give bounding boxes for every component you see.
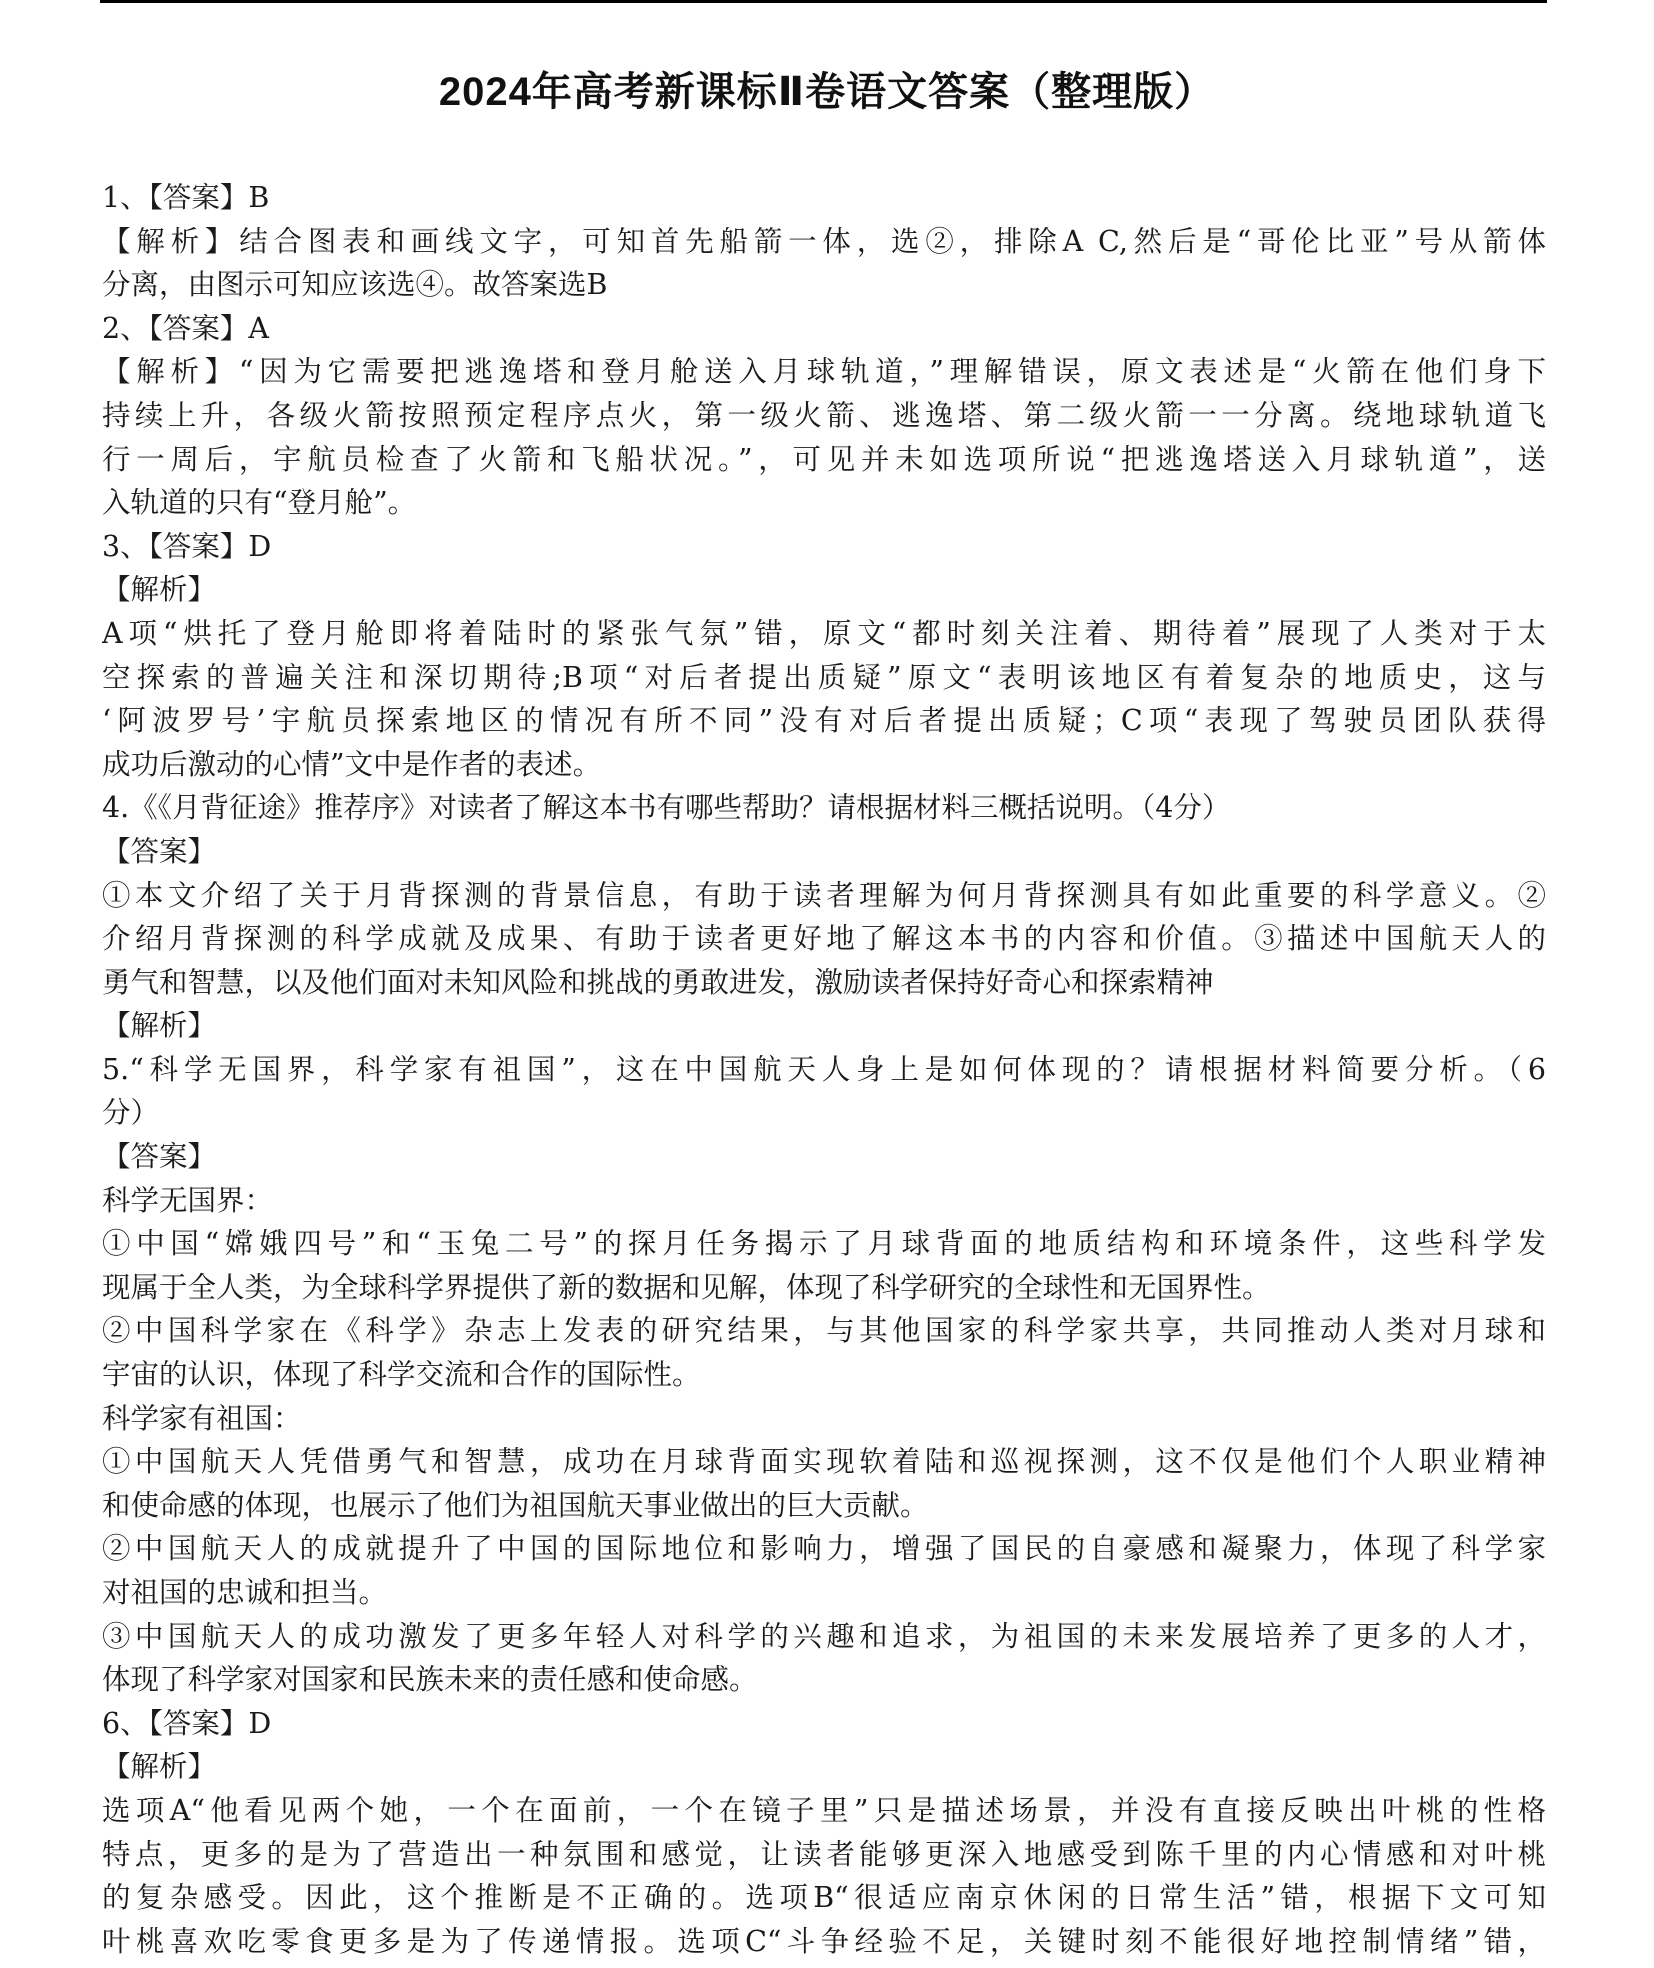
text-line: 【答案】 xyxy=(102,834,217,868)
text-line: 现属于全人类，为全球科学界提供了新的数据和见解，体现了科学研究的全球性和无国界性。 xyxy=(102,1270,1271,1304)
text-line: 【解析】 xyxy=(102,1750,217,1784)
text-line: A项“烘托了登月舱即将着陆时的紧张气氛”错，原文“都时刻关注着、期待着”展现了人类对于太 xyxy=(102,616,1546,650)
text-line: 体现了科学家对国家和民族未来的责任感和使命感。 xyxy=(102,1663,758,1697)
text-line: ①中国航天人凭借勇气和智慧，成功在月球背面实现软着陆和巡视探测，这不仅是他们个人职业精神 xyxy=(102,1445,1546,1479)
text-line: 选项A“他看见两个她，一个在面前，一个在镜子里”只是描述场景，并没有直接反映出叶桃的性格 xyxy=(102,1793,1546,1827)
answer-body xyxy=(102,176,1546,1963)
text-line: 科学无国界： xyxy=(102,1183,274,1217)
text-line: ③中国航天人的成功激发了更多年轻人对科学的兴趣和追求，为祖国的未来发展培养了更多的人才， xyxy=(102,1619,1546,1653)
text-line: 对祖国的忠诚和担当。 xyxy=(102,1576,388,1609)
text-line: 科学家有祖国： xyxy=(102,1401,302,1435)
text-line: 勇气和智慧，以及他们面对未知风险和挑战的勇敢进发，激励读者保持好奇心和探索精神 xyxy=(102,965,1214,999)
text-line: 4.《《月背征途》推荐序》对读者了解这本书有哪些帮助？请根据材料三概括说明。（4分） xyxy=(102,791,1231,825)
text-line: 成功后激动的心情”文中是作者的表述。 xyxy=(102,747,602,781)
text-line: 分） xyxy=(102,1096,160,1130)
text-line: 【答案】 xyxy=(102,1140,217,1174)
text-line: 【解析】“因为它需要把逃逸塔和登月舱送入月球轨道，”理解错误，原文表述是“火箭在他们身下 xyxy=(102,355,1546,389)
text-line: 宇宙的认识，体现了科学交流和合作的国际性。 xyxy=(102,1358,701,1392)
text-line: 2、【答案】A xyxy=(102,311,269,345)
text-line: 【解析】 xyxy=(102,573,217,607)
text-line: 介绍月背探测的科学成就及成果、有助于读者更好地了解这本书的内容和价值。③描述中国航天人的 xyxy=(102,922,1546,956)
text-line: ①中国“嫦娥四号”和“玉兔二号”的探月任务揭示了月球背面的地质结构和环境条件，这些科学发 xyxy=(102,1227,1546,1261)
text-line: ①本文介绍了关于月背探测的背景信息，有助于读者理解为何月背探测具有如此重要的科学意义。② xyxy=(102,878,1546,912)
text-line: 空探索的普遍关注和深切期待;B项“对后者提出质疑”原文“表明该地区有着复杂的地质史，这与 xyxy=(102,660,1546,694)
text-line: 分离，由图示可知应该选④。故答案选B xyxy=(102,268,608,302)
text-line: 入轨道的只有“登月舱”。 xyxy=(102,486,417,520)
text-line: 的复杂感受。因此，这个推断是不正确的。选项B“很适应南京休闲的日常生活”错，根据下文可知 xyxy=(102,1881,1546,1915)
text-line: ②中国科学家在《科学》杂志上发表的研究结果，与其他国家的科学家共享，共同推动人类对月球和 xyxy=(102,1314,1546,1348)
text-line: ‘阿波罗号’宇航员探索地区的情况有所不同”没有对后者提出质疑；C项“表现了驾驶员团队获得 xyxy=(102,704,1546,738)
text-line: 5.“科学无国界，科学家有祖国”，这在中国航天人身上是如何体现的？请根据材料简要分析。（6 xyxy=(102,1052,1546,1086)
text-line: 【解析】结合图表和画线文字，可知首先船箭一体，选②，排除A C,然后是“哥伦比亚”号从箭体 xyxy=(102,224,1546,258)
text-line: 1、【答案】B xyxy=(102,181,270,214)
document-title: 2024年高考新课标Ⅱ卷语文答案（整理版） xyxy=(438,70,1216,114)
text-line: 叶桃喜欢吃零食更多是为了传递情报。选项C“斗争经验不足，关键时刻不能很好地控制情绪”错， xyxy=(102,1924,1546,1958)
top-rule xyxy=(100,0,1547,3)
text-line: 【解析】 xyxy=(102,1009,217,1043)
text-line: ②中国航天人的成就提升了中国的国际地位和影响力，增强了国民的自豪感和凝聚力，体现了科学家 xyxy=(102,1532,1546,1566)
text-line: 3、【答案】D xyxy=(102,529,272,563)
text-line: 特点，更多的是为了营造出一种氛围和感觉，让读者能够更深入地感受到陈千里的内心情感和对叶桃 xyxy=(102,1837,1546,1871)
text-line: 6、【答案】D xyxy=(102,1706,272,1740)
text-line: 持续上升，各级火箭按照预定程序点火，第一级火箭、逃逸塔、第二级火箭一一分离。绕地球轨道飞 xyxy=(102,398,1546,432)
text-line: 行一周后，宇航员检查了火箭和飞船状况。”，可见并未如选项所说“把逃逸塔送入月球轨道”，送 xyxy=(102,442,1546,476)
text-line: 和使命感的体现，也展示了他们为祖国航天事业做出的巨大贡献。 xyxy=(102,1488,929,1522)
